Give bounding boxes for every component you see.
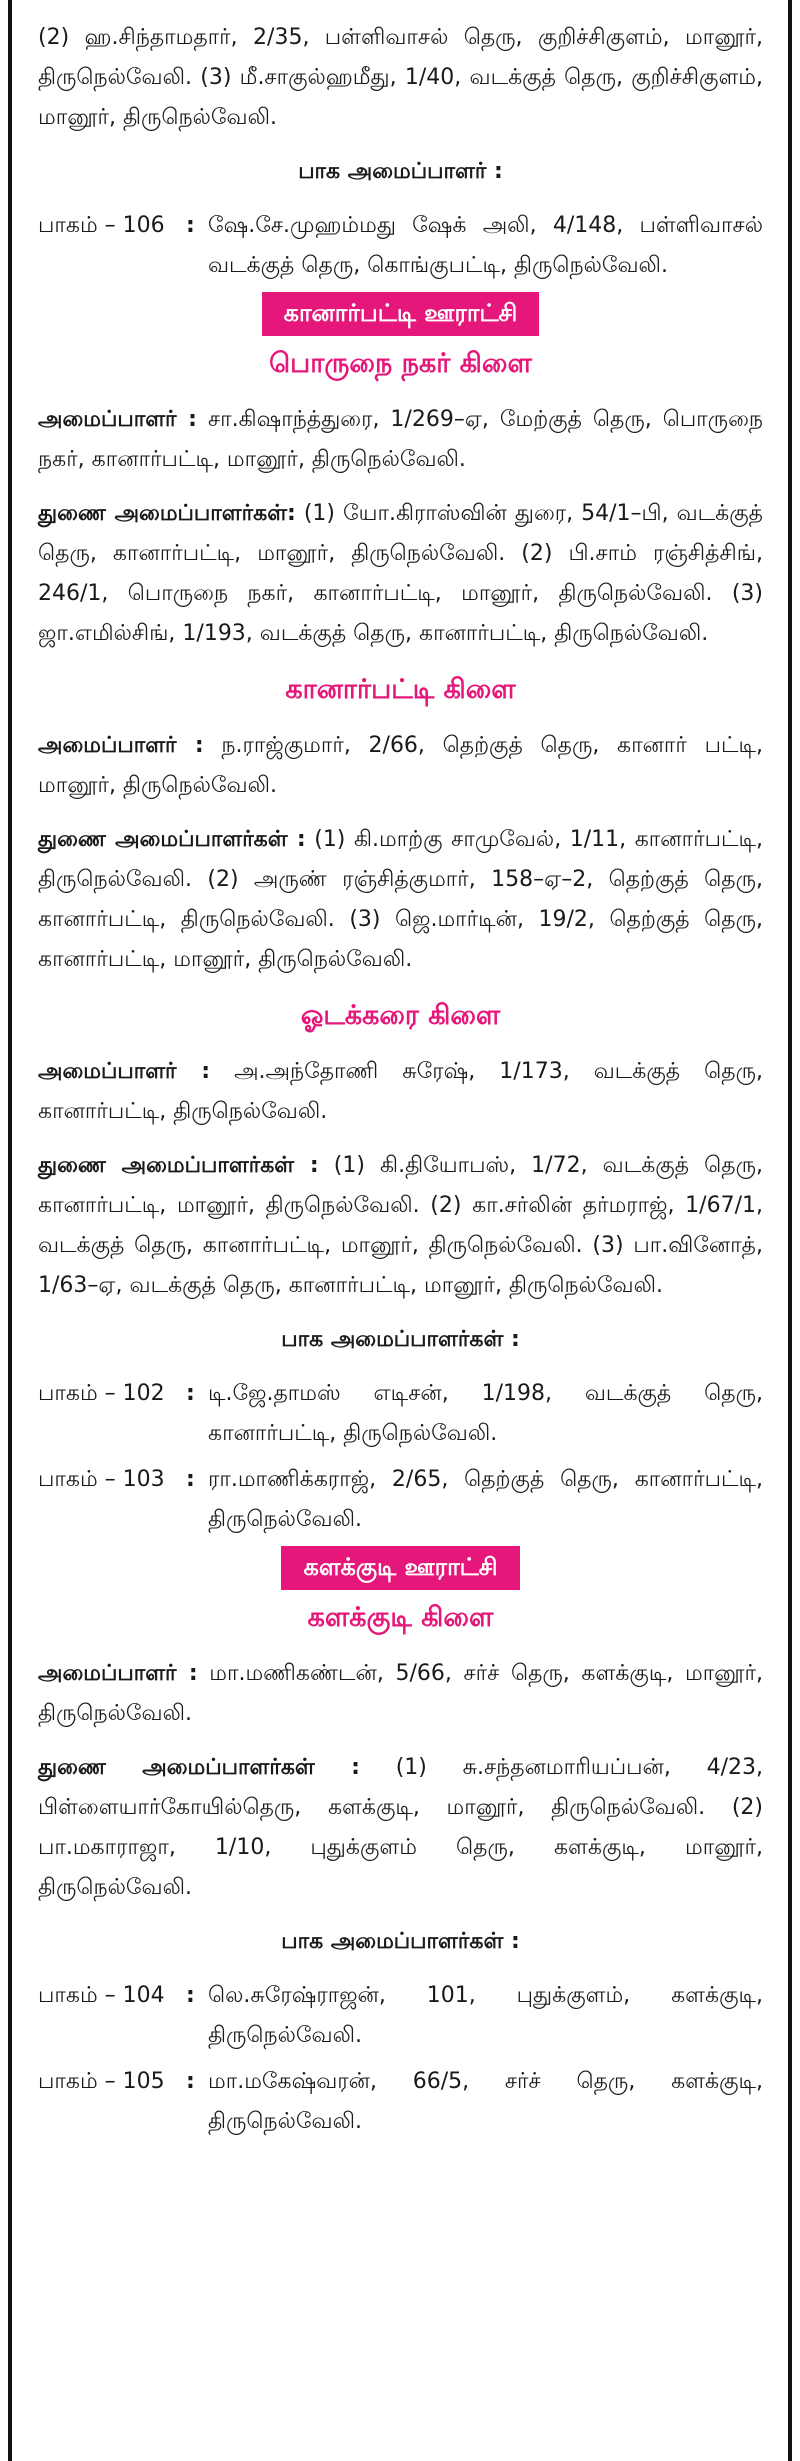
organizer-text: ந.ராஜ்குமார், 2/66, தெற்குத் தெரு, கானார் பட்டி, மானூர், திருநெல்வேலி.	[38, 733, 763, 798]
organizer-entry	[38, 1052, 763, 1132]
branch-title: கானார்பட்டி கிளை	[285, 674, 516, 705]
unit-colon: :	[186, 1467, 195, 1492]
deputy-label: துணை அமைப்பாளர்கள் :	[38, 827, 306, 852]
unit-text: டி.ஜே.தாமஸ் எடிசன், 1/198, வடக்குத் தெரு, கானார்பட்டி, திருநெல்வேலி.	[208, 1381, 763, 1446]
unit-entry	[38, 1460, 763, 1540]
unit-colon: :	[186, 213, 195, 238]
panchayat-title: கானார்பட்டி ஊராட்சி	[262, 292, 540, 336]
unit-entry	[38, 206, 763, 286]
unit-organizers-heading: பாக அமைப்பாளர்கள் :	[281, 1327, 520, 1352]
unit-label: பாகம் – 103	[38, 1467, 165, 1492]
deputy-organizers-entry	[38, 820, 763, 980]
branch-title: களக்குடி கிளை	[307, 1602, 494, 1633]
deputy-list-continuation: (2) ஹ.சிந்தாமதார், 2/35, பள்ளிவாசல் தெரு, குறிச்சிகுளம், மானூர், திருநெல்வேலி. (3) மீ.சாகுல்ஹமீது, 1/40, வடக்குத் தெரு, குறிச்சிகுளம், மானூர், திருநெல்வேலி.	[38, 25, 763, 130]
organizer-label: அமைப்பாளர் :	[38, 1661, 198, 1686]
organizer-entry	[38, 726, 763, 806]
organizer-label: அமைப்பாளர் :	[38, 1059, 211, 1084]
unit-colon: :	[186, 1381, 195, 1406]
deputy-label: துணை அமைப்பாளர்கள் :	[38, 1755, 360, 1780]
deputy-organizers-entry	[38, 494, 763, 654]
unit-entry	[38, 1374, 763, 1454]
organizer-text: சா.கிஷாந்த்துரை, 1/269–ஏ, மேற்குத் தெரு, பொருநை நகர், கானார்பட்டி, மானூர், திருநெல்வேலி.	[38, 407, 764, 472]
unit-entry	[38, 2062, 763, 2142]
unit-label: பாகம் – 104	[38, 1983, 165, 2008]
branch-title: ஓடக்கரை கிளை	[300, 1000, 501, 1031]
panchayat-banner	[38, 292, 763, 336]
unit-text: ஷே.சே.முஹம்மது ஷேக் அலி, 4/148, பள்ளிவாசல் வடக்குத் தெரு, கொங்குபட்டி, திருநெல்வேலி.	[208, 213, 763, 278]
unit-label: பாகம் – 105	[38, 2069, 165, 2094]
branch-title: பொருநை நகர் கிளை	[269, 348, 532, 379]
unit-label: பாகம் – 102	[38, 1381, 165, 1406]
organizer-entry	[38, 400, 763, 480]
article-column	[38, 18, 763, 2148]
column-rule-right	[788, 0, 792, 2461]
organizer-label: அமைப்பாளர் :	[38, 733, 204, 758]
organizer-entry	[38, 1654, 763, 1734]
unit-text: மா.மகேஷ்வரன், 66/5, சர்ச் தெரு, களக்குடி, திருநெல்வேலி.	[208, 2069, 763, 2134]
unit-organizers-heading: பாக அமைப்பாளர்கள் :	[281, 1929, 520, 1954]
unit-colon: :	[186, 1983, 195, 2008]
unit-text: ரா.மாணிக்கராஜ், 2/65, தெற்குத் தெரு, கானார்பட்டி, திருநெல்வேலி.	[208, 1467, 763, 1532]
deputy-label: துணை அமைப்பாளர்கள் :	[38, 1153, 319, 1178]
deputy-text: (1) கி.தியோபஸ், 1/72, வடக்குத் தெரு, கானார்பட்டி, மானூர், திருநெல்வேலி. (2) கா.சர்லின் தர்மராஜ், 1/67/1, வடக்குத் தெரு, கானார்பட்டி, மானூர், திருநெல்வேலி. (3) பா.வினோத், 1/63–ஏ, வடக்குத் தெரு, கானார்பட்டி, மானூர், திருநெல்வேலி.	[38, 1153, 763, 1298]
organizer-label: அமைப்பாளர் :	[38, 407, 197, 432]
organizer-text: மா.மணிகண்டன், 5/66, சர்ச் தெரு, களக்குடி, மானூர், திருநெல்வேலி.	[38, 1661, 763, 1726]
deputy-text: (1) கி.மாற்கு சாமுவேல், 1/11, கானார்பட்டி, திருநெல்வேலி. (2) அருண் ரஞ்சித்குமார், 158–ஏ–2, தெற்குத் தெரு, கானார்பட்டி, திருநெல்வேலி. (3) ஜெ.மார்டின், 19/2, தெற்குத் தெரு, கானார்பட்டி, மானூர், திருநெல்வேலி.	[38, 827, 764, 972]
organizer-text: அ.அந்தோணி சுரேஷ், 1/173, வடக்குத் தெரு, கானார்பட்டி, திருநெல்வேலி.	[38, 1059, 763, 1124]
panchayat-title: களக்குடி ஊராட்சி	[281, 1546, 519, 1590]
unit-text: லெ.சுரேஷ்ராஜன், 101, புதுக்குளம், களக்குடி, திருநெல்வேலி.	[208, 1983, 763, 2048]
unit-entry	[38, 1976, 763, 2056]
deputy-organizers-entry	[38, 1748, 763, 1908]
deputy-text: (1) யோ.கிராஸ்வின் துரை, 54/1–பி, வடக்குத் தெரு, கானார்பட்டி, மானூர், திருநெல்வேலி. (2) பி.சாம் ரஞ்சித்சிங், 246/1, பொருநை நகர், கானார்பட்டி, மானூர், திருநெல்வேலி. (3) ஜா.எமில்சிங், 1/193, வடக்குத் தெரு, கானார்பட்டி, திருநெல்வேலி.	[38, 501, 763, 646]
column-rule-left	[8, 0, 12, 2461]
deputy-organizers-entry	[38, 1146, 763, 1306]
unit-colon: :	[186, 2069, 195, 2094]
deputy-text: (1) சு.சந்தனமாரியப்பன், 4/23, பிள்ளையார்கோயில்தெரு, களக்குடி, மானூர், திருநெல்வேலி. (2) பா.மகாராஜா, 1/10, புதுக்குளம் தெரு, களக்குடி, மானூர், திருநெல்வேலி.	[38, 1755, 763, 1900]
unit-organizers-heading: பாக அமைப்பாளர் :	[298, 159, 503, 184]
panchayat-banner	[38, 1546, 763, 1590]
deputy-label: துணை அமைப்பாளர்கள்:	[38, 501, 296, 526]
unit-label: பாகம் – 106	[38, 213, 165, 238]
